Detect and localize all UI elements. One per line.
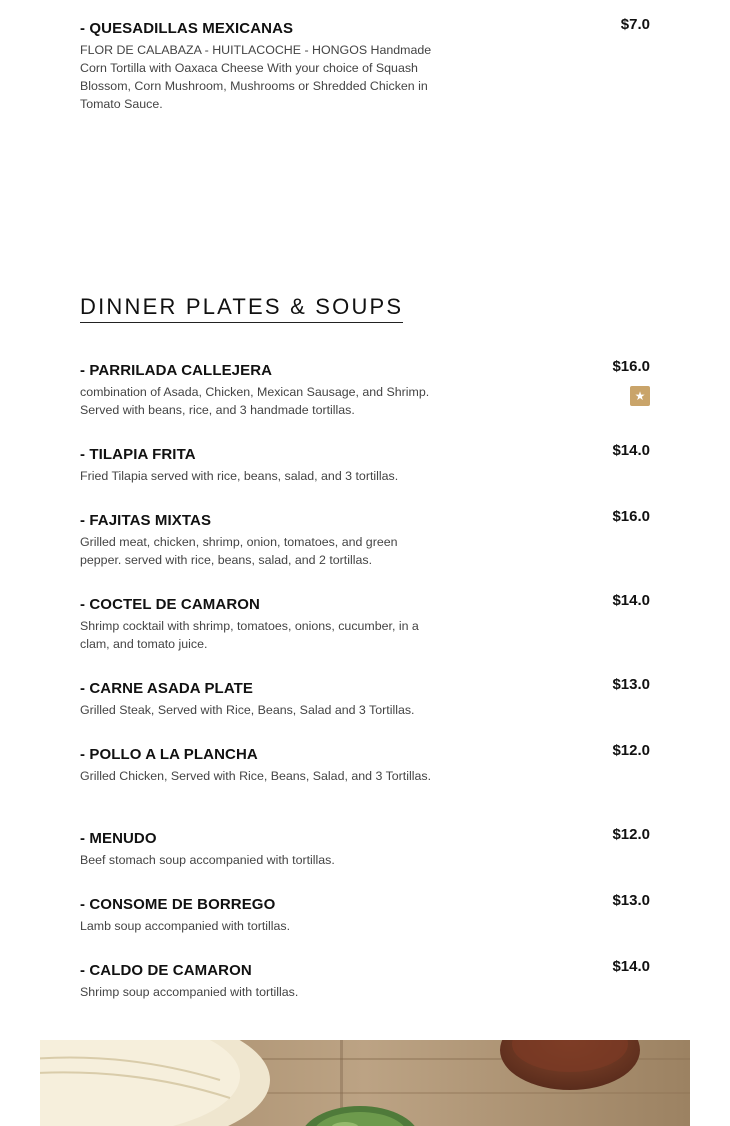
- item-description: Grilled Steak, Served with Rice, Beans, Salad and 3 Tortillas.: [80, 703, 415, 717]
- item-price: $16.0: [612, 358, 650, 375]
- section-title: DINNER PLATES & SOUPS: [80, 294, 403, 323]
- item-description: Fried Tilapia served with rice, beans, salad, and 3 tortillas.: [80, 469, 399, 483]
- item-description: Grilled meat, chicken, shrimp, onion, tomatoes, and green pepper. served with rice, beans, salad, and 2 tortillas.: [80, 535, 398, 567]
- food-photo-illustration: [40, 1040, 690, 1126]
- item-name: - PARRILADA CALLEJERA: [80, 362, 273, 379]
- item-description: Lamb soup accompanied with tortillas.: [80, 919, 291, 933]
- item-name: - MENUDO: [80, 830, 157, 847]
- item-price: $12.0: [612, 826, 650, 843]
- item-name: - CALDO DE CAMARON: [80, 962, 252, 979]
- item-name: - TILAPIA FRITA: [80, 446, 196, 463]
- item-name: - CARNE ASADA PLATE: [80, 680, 254, 697]
- item-name: - QUESADILLAS MEXICANAS: [80, 20, 294, 37]
- item-description: Grilled Chicken, Served with Rice, Beans, Salad, and 3 Tortillas.: [80, 769, 432, 783]
- item-price: $16.0: [612, 508, 650, 525]
- item-description: combination of Asada, Chicken, Mexican Sausage, and Shrimp. Served with beans, rice, and 3 handmade tortillas.: [80, 385, 430, 417]
- item-description: Shrimp cocktail with shrimp, tomatoes, onions, cucumber, in a clam, and tomato juice.: [80, 619, 419, 651]
- item-price: $12.0: [612, 742, 650, 759]
- star-icon[interactable]: ★: [630, 386, 650, 406]
- item-price: $13.0: [612, 892, 650, 909]
- item-name: - POLLO A LA PLANCHA: [80, 746, 258, 763]
- item-description: FLOR DE CALABAZA - HUITLACOCHE - HONGOS Handmade Corn Tortilla with Oaxaca Cheese With your choice of Squash Blossom, Corn Mushroom, Mushrooms or Shredded Chicken in Tomato Sauce.: [80, 43, 432, 111]
- item-name: - CONSOME DE BORREGO: [80, 896, 276, 913]
- item-name: - FAJITAS MIXTAS: [80, 512, 212, 529]
- item-price: $7.0: [620, 16, 650, 33]
- item-name: - COCTEL DE CAMARON: [80, 596, 260, 613]
- item-price: $14.0: [612, 442, 650, 459]
- food-photo: [40, 1040, 690, 1126]
- item-price: $14.0: [612, 958, 650, 975]
- item-price: $14.0: [612, 592, 650, 609]
- item-description: Shrimp soup accompanied with tortillas.: [80, 985, 299, 999]
- item-description: Beef stomach soup accompanied with tortillas.: [80, 853, 335, 867]
- item-price: $13.0: [612, 676, 650, 693]
